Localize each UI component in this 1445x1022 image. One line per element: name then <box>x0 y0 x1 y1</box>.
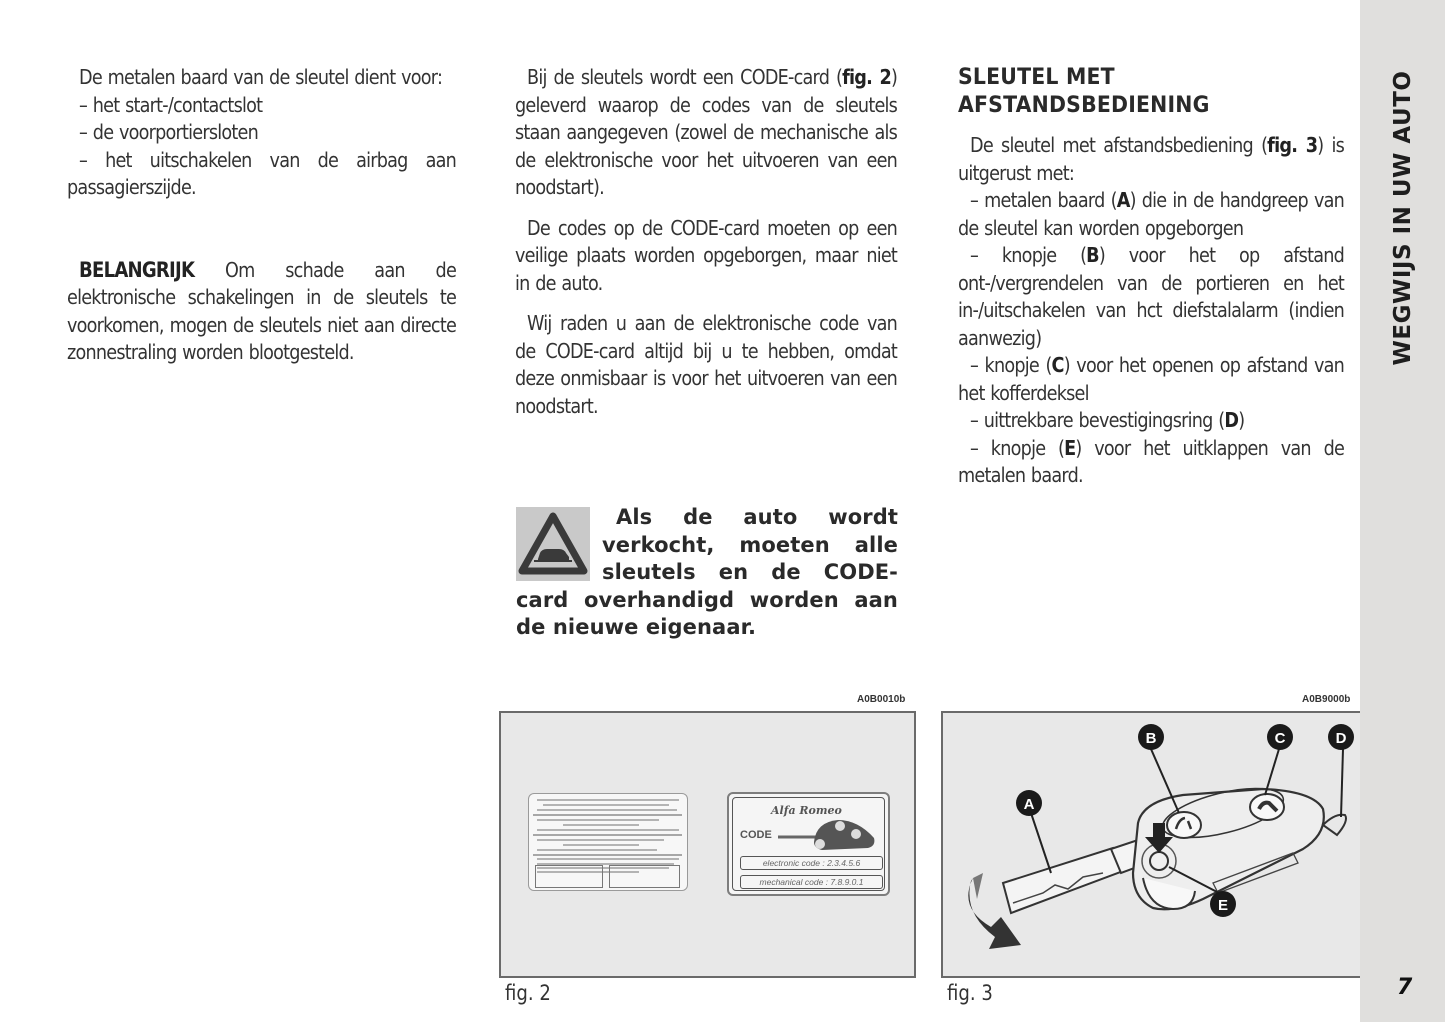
list-item: – knopje (C) voor het openen op afstand van het kofferdeksel <box>958 353 1345 405</box>
warning-text: Als de auto wordt verkocht, moeten alle sleutels en de CODE-card overhandigd worden aan de nieuwe eigenaar. <box>516 505 898 639</box>
key-fob-icon <box>778 816 883 856</box>
svg-text:A: A <box>1023 796 1035 813</box>
paragraph-metal-blade: De metalen baard van de sleutel dient voor: <box>79 65 443 89</box>
important-text: Om schade aan de elektronische schakelingen in de sleutels te voorkomen, mogen de sleutels niet aan directe zonnestraling worden blootgesteld. <box>67 257 457 364</box>
warning-block <box>516 504 898 642</box>
page-number: 7 <box>1397 975 1413 1000</box>
figure-reference: fig. 2 <box>842 65 891 89</box>
figure-3-caption: fig. 3 <box>947 981 993 1005</box>
figure-3 <box>941 711 1361 978</box>
callout-d <box>1328 724 1354 750</box>
callout-c <box>1267 724 1293 750</box>
paragraph-code-card: Bij de sleutels wordt een CODE-card (fig. 2) geleverd waarop de codes van de sleutels staan aangegeven (zowel de mechanische als de elektronische voor het uitvoeren van een noodstart). <box>515 65 898 199</box>
callout-b <box>1138 724 1164 750</box>
list-item: – het start-/contactslot <box>79 92 263 117</box>
list-item: – de voorportiersloten <box>79 120 258 144</box>
mechanical-code: mechanical code : 7.8.9.0.1 <box>740 875 883 889</box>
column-1 <box>67 64 457 367</box>
list-item: – uittrekbare bevestigingsring (D) <box>970 408 1245 432</box>
list-item: – het uitschakelen van de airbag aan passagierszijde. <box>67 147 457 199</box>
paragraph-carry-code: Wij raden u aan de elektronische code van de CODE-card altijd bij u te hebben, omdat deze onmisbaar is voor het uitvoeren van een noodstart. <box>515 311 898 418</box>
svg-text:B: B <box>1145 730 1157 747</box>
callout-a <box>1016 790 1042 816</box>
callout-e <box>1210 891 1236 917</box>
column-3-text <box>958 132 1344 490</box>
blank-box <box>535 865 603 888</box>
remote-key-illustration <box>943 713 1361 978</box>
info-label-card <box>528 793 688 891</box>
column-2 <box>515 64 898 420</box>
column-2-text <box>515 64 897 420</box>
chapter-sidebar <box>1360 0 1445 1022</box>
svg-text:C: C <box>1274 730 1286 747</box>
blank-box <box>609 865 680 888</box>
code-card <box>727 792 890 896</box>
important-note <box>67 257 456 367</box>
car-warning-triangle-icon <box>516 507 590 581</box>
svg-text:E: E <box>1217 897 1229 914</box>
column-1-text <box>67 64 456 367</box>
list-item: – knopje (B) voor het op afstand ont-/vergrendelen van de portieren en het in-/uitschakelen van hct diefstalalarm (indien aanwezig) <box>958 243 1345 350</box>
electronic-code: electronic code : 2.3.4.5.6 <box>740 856 883 870</box>
chapter-title: WEGWIJS IN UW AUTO <box>1389 70 1416 366</box>
list-item: – metalen baard (A) die in de handgreep van de sleutel kan worden opgeborgen <box>958 188 1345 240</box>
figure-3-code: A0B9000b <box>1302 694 1351 705</box>
code-label: CODE <box>740 829 772 841</box>
list-item: – knopje (E) voor het uitklappen van de metalen baard. <box>958 435 1345 487</box>
important-label: BELANGRIJK <box>79 257 195 282</box>
figure-2-code: A0B0010b <box>857 694 906 705</box>
section-heading: SLEUTEL MET AFSTANDSBEDIENING <box>958 65 1210 118</box>
paragraph-store-codes: De codes op de CODE-card moeten op een veilige plaats worden opgeborgen, maar niet in de auto. <box>515 215 898 295</box>
svg-text:D: D <box>1335 730 1347 747</box>
brand-logo: Alfa Romeo <box>771 804 842 817</box>
column-3 <box>958 64 1345 490</box>
figure-reference: fig. 3 <box>1267 133 1318 157</box>
figure-2-caption: fig. 2 <box>505 981 551 1005</box>
paragraph-remote-key-intro: De sleutel met afstandsbediening (fig. 3) is uitgerust met: <box>958 133 1345 185</box>
figure-2 <box>499 711 916 978</box>
